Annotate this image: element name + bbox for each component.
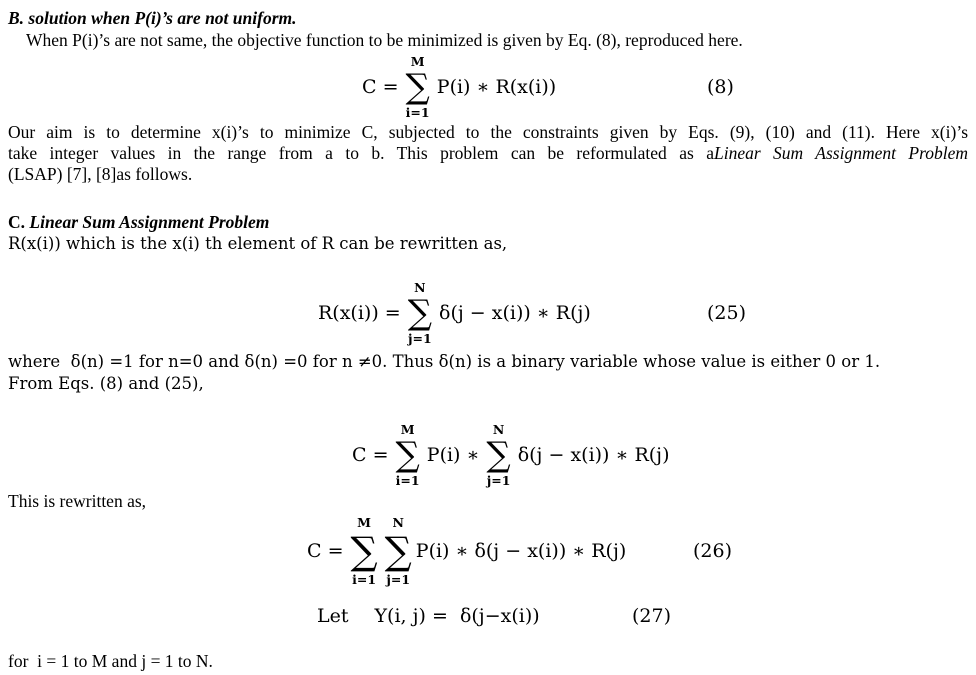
aim-line-3: (LSAP) [7], [8]as follows. (8, 164, 193, 184)
eq25-lhs: R(x(i)) = (318, 302, 401, 324)
eq8-rhs: P(i) ∗ R(x(i)) (436, 76, 557, 98)
sum-upper-limit: N (492, 422, 505, 437)
equation-26-math (305, 516, 628, 586)
delta-paragraph (8, 351, 968, 395)
sum-upper-limit: N (392, 515, 404, 530)
rewritten-paragraph: This is rewritten as, (8, 491, 147, 511)
sum-upper-limit: M (357, 515, 371, 530)
eq25-rhs: δ(j − x(i)) ∗ R(j) (439, 302, 591, 324)
equation-27-number: (27) (632, 605, 672, 627)
summation-symbol (486, 423, 510, 487)
rx-paragraph: R(x(i)) which is the x(i) th element of R can be rewritten as, (8, 234, 508, 253)
sum-upper-limit: M (410, 54, 425, 69)
sigma-glyph: ∑ (384, 529, 412, 573)
sum-lower-limit: j=1 (386, 572, 411, 587)
eq27-body: Y(i, j) = δ(j−x(i)) (374, 605, 540, 627)
sum-lower-limit: j=1 (408, 331, 432, 346)
summation-symbol (396, 423, 420, 487)
equation-27 (8, 603, 968, 629)
equation-25 (8, 280, 968, 346)
section-heading-c (8, 212, 968, 233)
equation-middle (8, 419, 968, 491)
sum-lower-limit: i=1 (352, 572, 377, 587)
sigma-glyph: ∑ (486, 435, 511, 475)
equation-8-number: (8) (707, 76, 734, 98)
equation-25-math (316, 281, 593, 345)
summation-symbol (408, 281, 432, 345)
eq26-rhs: P(i) ∗ δ(j − x(i)) ∗ R(j) (415, 540, 627, 562)
heading-c-title: Linear Sum Assignment Problem (25, 212, 270, 232)
sum-lower-limit: i=1 (395, 473, 420, 488)
eq8-lhs: C = (362, 76, 399, 98)
equation-8 (8, 54, 968, 120)
sum-upper-limit: M (400, 422, 415, 437)
eq27-let: Let (317, 605, 349, 627)
sum-lower-limit: j=1 (486, 473, 511, 488)
sum-lower-limit: i=1 (405, 105, 430, 120)
sigma-glyph: ∑ (407, 293, 432, 333)
for-range-paragraph: for i = 1 to M and j = 1 to N. (8, 651, 213, 671)
sigma-glyph: ∑ (350, 529, 378, 573)
aim-line-2 (8, 143, 968, 164)
sigma-glyph: ∑ (395, 435, 420, 475)
heading-c-prefix: C. (8, 212, 26, 232)
eq26-lhs: C = (307, 540, 344, 562)
equation-26-number: (26) (693, 540, 733, 562)
eqmid-lhs: C = (352, 444, 389, 466)
aim-line-2-text: take integer values in the range from a to b. This problem can be reformulated as a (8, 143, 714, 163)
equation-26 (8, 513, 968, 589)
equation-25-number: (25) (707, 302, 747, 324)
aim-line-2-italic: Linear Sum Assignment Problem (713, 143, 968, 163)
summation-symbol (351, 516, 378, 586)
equation-27-math (315, 605, 542, 627)
summation-symbol (406, 55, 430, 119)
eqmid-rhs: δ(j − x(i)) ∗ R(j) (517, 444, 670, 466)
intro-paragraph: When P(i)’s are not same, the objective function to be minimized is given by Eq. (8), reproduced here. (26, 30, 743, 50)
sigma-glyph: ∑ (405, 67, 430, 107)
eqmid-mid: P(i) ∗ (426, 444, 480, 466)
equation-middle-math (350, 423, 672, 487)
section-heading-b: B. solution when P(i)’s are not uniform. (8, 8, 297, 28)
delta-line-2: From Eqs. (8) and (25), (8, 374, 204, 393)
sum-upper-limit: N (414, 280, 426, 295)
delta-line-1: where δ(n) =1 for n=0 and δ(n) =0 for n ≠0. Thus δ(n) is a binary variable whose value is either 0 or 1. (8, 352, 881, 371)
aim-paragraph (8, 122, 968, 185)
aim-line-1: Our aim is to determine x(i)’s to minimize C, subjected to the constraints given by Eqs. (9), (10) and (11). Here x(i)’s (8, 122, 968, 142)
equation-8-math (360, 55, 558, 119)
summation-symbol (385, 516, 412, 586)
